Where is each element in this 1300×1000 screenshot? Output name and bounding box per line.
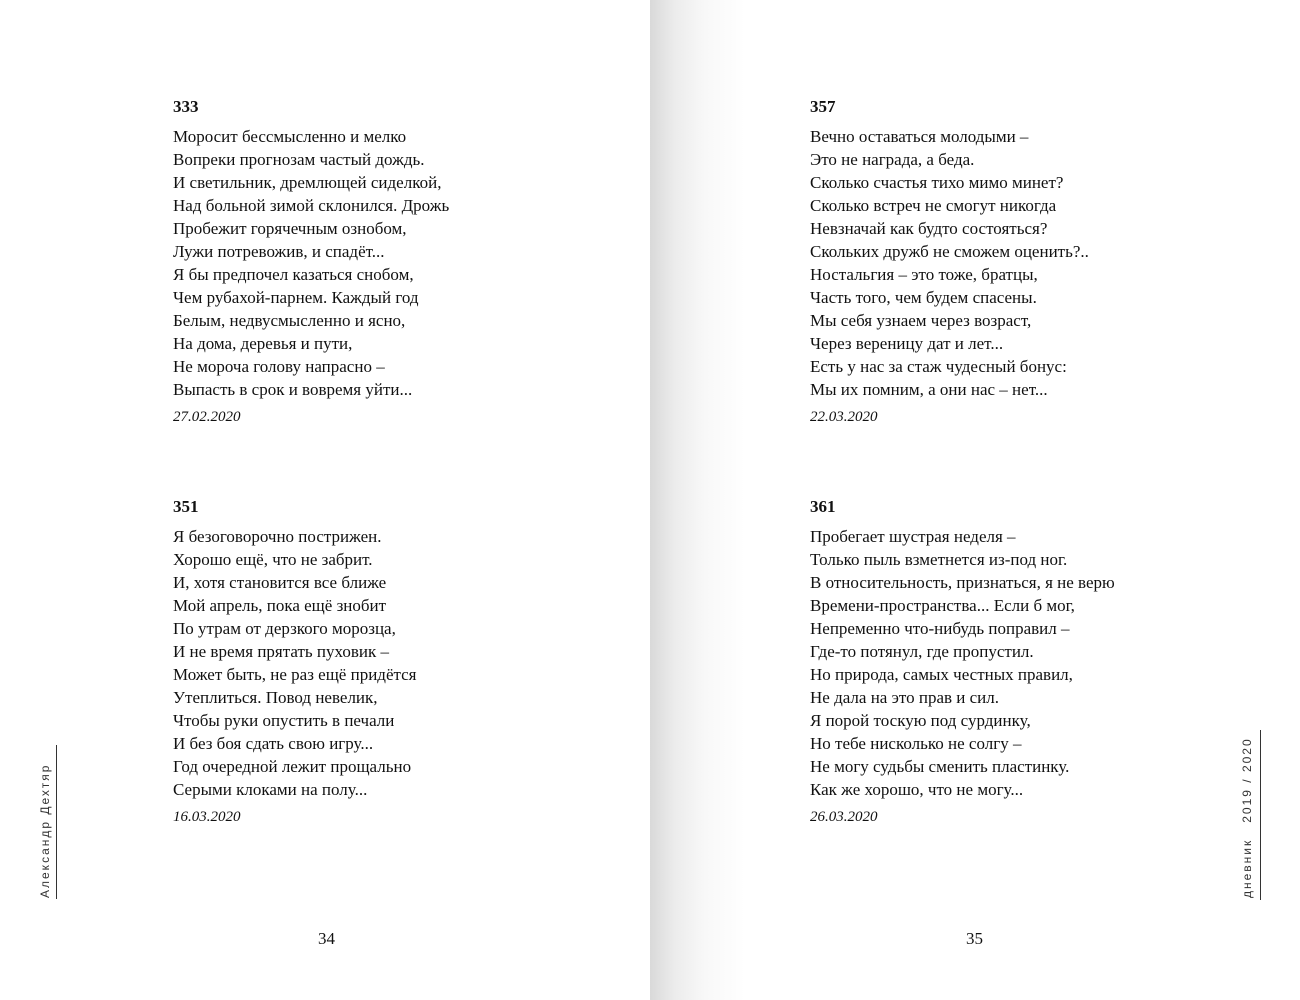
poem-number: 333 <box>173 97 199 116</box>
poem-line: Это не награда, а беда. <box>810 150 975 169</box>
poem-number: 361 <box>810 497 836 516</box>
poem-line: Мой апрель, пока ещё знобит <box>173 596 387 615</box>
poem-lines <box>810 525 1115 801</box>
poem-line: Год очередной лежит прощально <box>173 757 412 776</box>
poem-line: Мы себя узнаем через возраст, <box>810 311 1032 330</box>
poem-line: И без боя сдать свою игру... <box>173 734 374 753</box>
poem-line: Не дала на это прав и сил. <box>810 688 999 707</box>
poem-date: 27.02.2020 <box>173 409 241 425</box>
poem-lines <box>173 125 449 401</box>
poem <box>810 97 1089 427</box>
poem-line: И светильник, дремлющей сиделкой, <box>173 173 442 192</box>
poem <box>173 497 417 827</box>
poem-line: Есть у нас за стаж чудесный бонус: <box>810 357 1067 376</box>
poem-line: И, хотя становится все ближе <box>173 573 387 592</box>
poem-line: Серыми клоками на полу... <box>173 780 368 799</box>
poem-line: Я безоговорочно пострижен. <box>173 527 382 546</box>
poem-line: Непременно что-нибудь поправил – <box>810 619 1070 638</box>
poem-line: Утеплиться. Повод невелик, <box>173 688 378 707</box>
poem-line: Скольких дружб не сможем оценить?.. <box>810 242 1089 261</box>
poem <box>173 97 449 427</box>
page-number: 35 <box>966 929 983 948</box>
poem-line: Хорошо ещё, что не забрит. <box>173 550 373 569</box>
poem-line: Времени-пространства... Если б мог, <box>810 596 1075 615</box>
poem-date: 26.03.2020 <box>810 809 878 825</box>
right-page <box>650 0 1300 1000</box>
poem-line: Выпасть в срок и вовремя уйти... <box>173 380 413 399</box>
poem-number: 357 <box>810 97 836 116</box>
poem-line: Часть того, чем будем спасены. <box>810 288 1037 307</box>
poem-line: Моросит бессмысленно и мелко <box>173 127 407 146</box>
page-number: 34 <box>318 929 335 948</box>
running-head-text: Александр Дехтяр <box>38 763 52 898</box>
poem-line: Я бы предпочел казаться снобом, <box>173 265 414 284</box>
poem-line: На дома, деревья и пути, <box>173 334 353 353</box>
poem-line: Чем рубахой-парнем. Каждый год <box>173 288 419 307</box>
running-head-rule <box>56 745 57 899</box>
poem <box>810 497 1115 827</box>
poem-line: Как же хорошо, что не могу... <box>810 780 1024 799</box>
poem-line: Не могу судьбы сменить пластинку. <box>810 757 1070 776</box>
poem-line: Где-то потянул, где пропустил. <box>810 642 1034 661</box>
poem-line: Мы их помним, а они нас – нет... <box>810 380 1048 399</box>
poem-line: Я порой тоскую под сурдинку, <box>810 711 1031 730</box>
poem-line: Но тебе нисколько не солгу – <box>810 734 1022 753</box>
poem-line: Вечно оставаться молодыми – <box>810 127 1029 146</box>
running-head-text: дневник 2019 / 2020 <box>1240 737 1254 898</box>
poem-date: 22.03.2020 <box>810 409 878 425</box>
poem-line: Сколько встреч не смогут никогда <box>810 196 1057 215</box>
poem-line: И не время прятать пуховик – <box>173 642 389 661</box>
poem-line: Может быть, не раз ещё придётся <box>173 665 417 684</box>
poem-line: Пробегает шустрая неделя – <box>810 527 1016 546</box>
poem-lines <box>810 125 1089 401</box>
poem-line: Вопреки прогнозам частый дождь. <box>173 150 425 169</box>
poem-line: Не мороча голову напрасно – <box>173 357 385 376</box>
poem-line: Через вереницу дат и лет... <box>810 334 1004 353</box>
running-head-title <box>1240 737 1254 898</box>
poem-lines <box>173 525 417 801</box>
running-head-rule <box>1260 730 1261 900</box>
poem-line: Ностальгия – это тоже, братцы, <box>810 265 1038 284</box>
poem-line: Но природа, самых честных правил, <box>810 665 1073 684</box>
poem-line: Только пыль взметнется из-под ног. <box>810 550 1068 569</box>
poem-line: Сколько счастья тихо мимо минет? <box>810 173 1064 192</box>
poem-line: По утрам от дерзкого морозца, <box>173 619 396 638</box>
poem-line: Лужи потревожив, и спадёт... <box>173 242 385 261</box>
poem-line: Пробежит горячечным ознобом, <box>173 219 407 238</box>
poem-line: Чтобы руки опустить в печали <box>173 711 395 730</box>
poem-date: 16.03.2020 <box>173 809 241 825</box>
poem-line: Невзначай как будто состояться? <box>810 219 1048 238</box>
running-head-author <box>38 764 52 898</box>
poem-line: В относительность, признаться, я не верю <box>810 573 1115 592</box>
poem-number: 351 <box>173 497 199 516</box>
poem-line: Над больной зимой склонился. Дрожь <box>173 196 450 215</box>
poem-line: Белым, недвусмысленно и ясно, <box>173 311 406 330</box>
